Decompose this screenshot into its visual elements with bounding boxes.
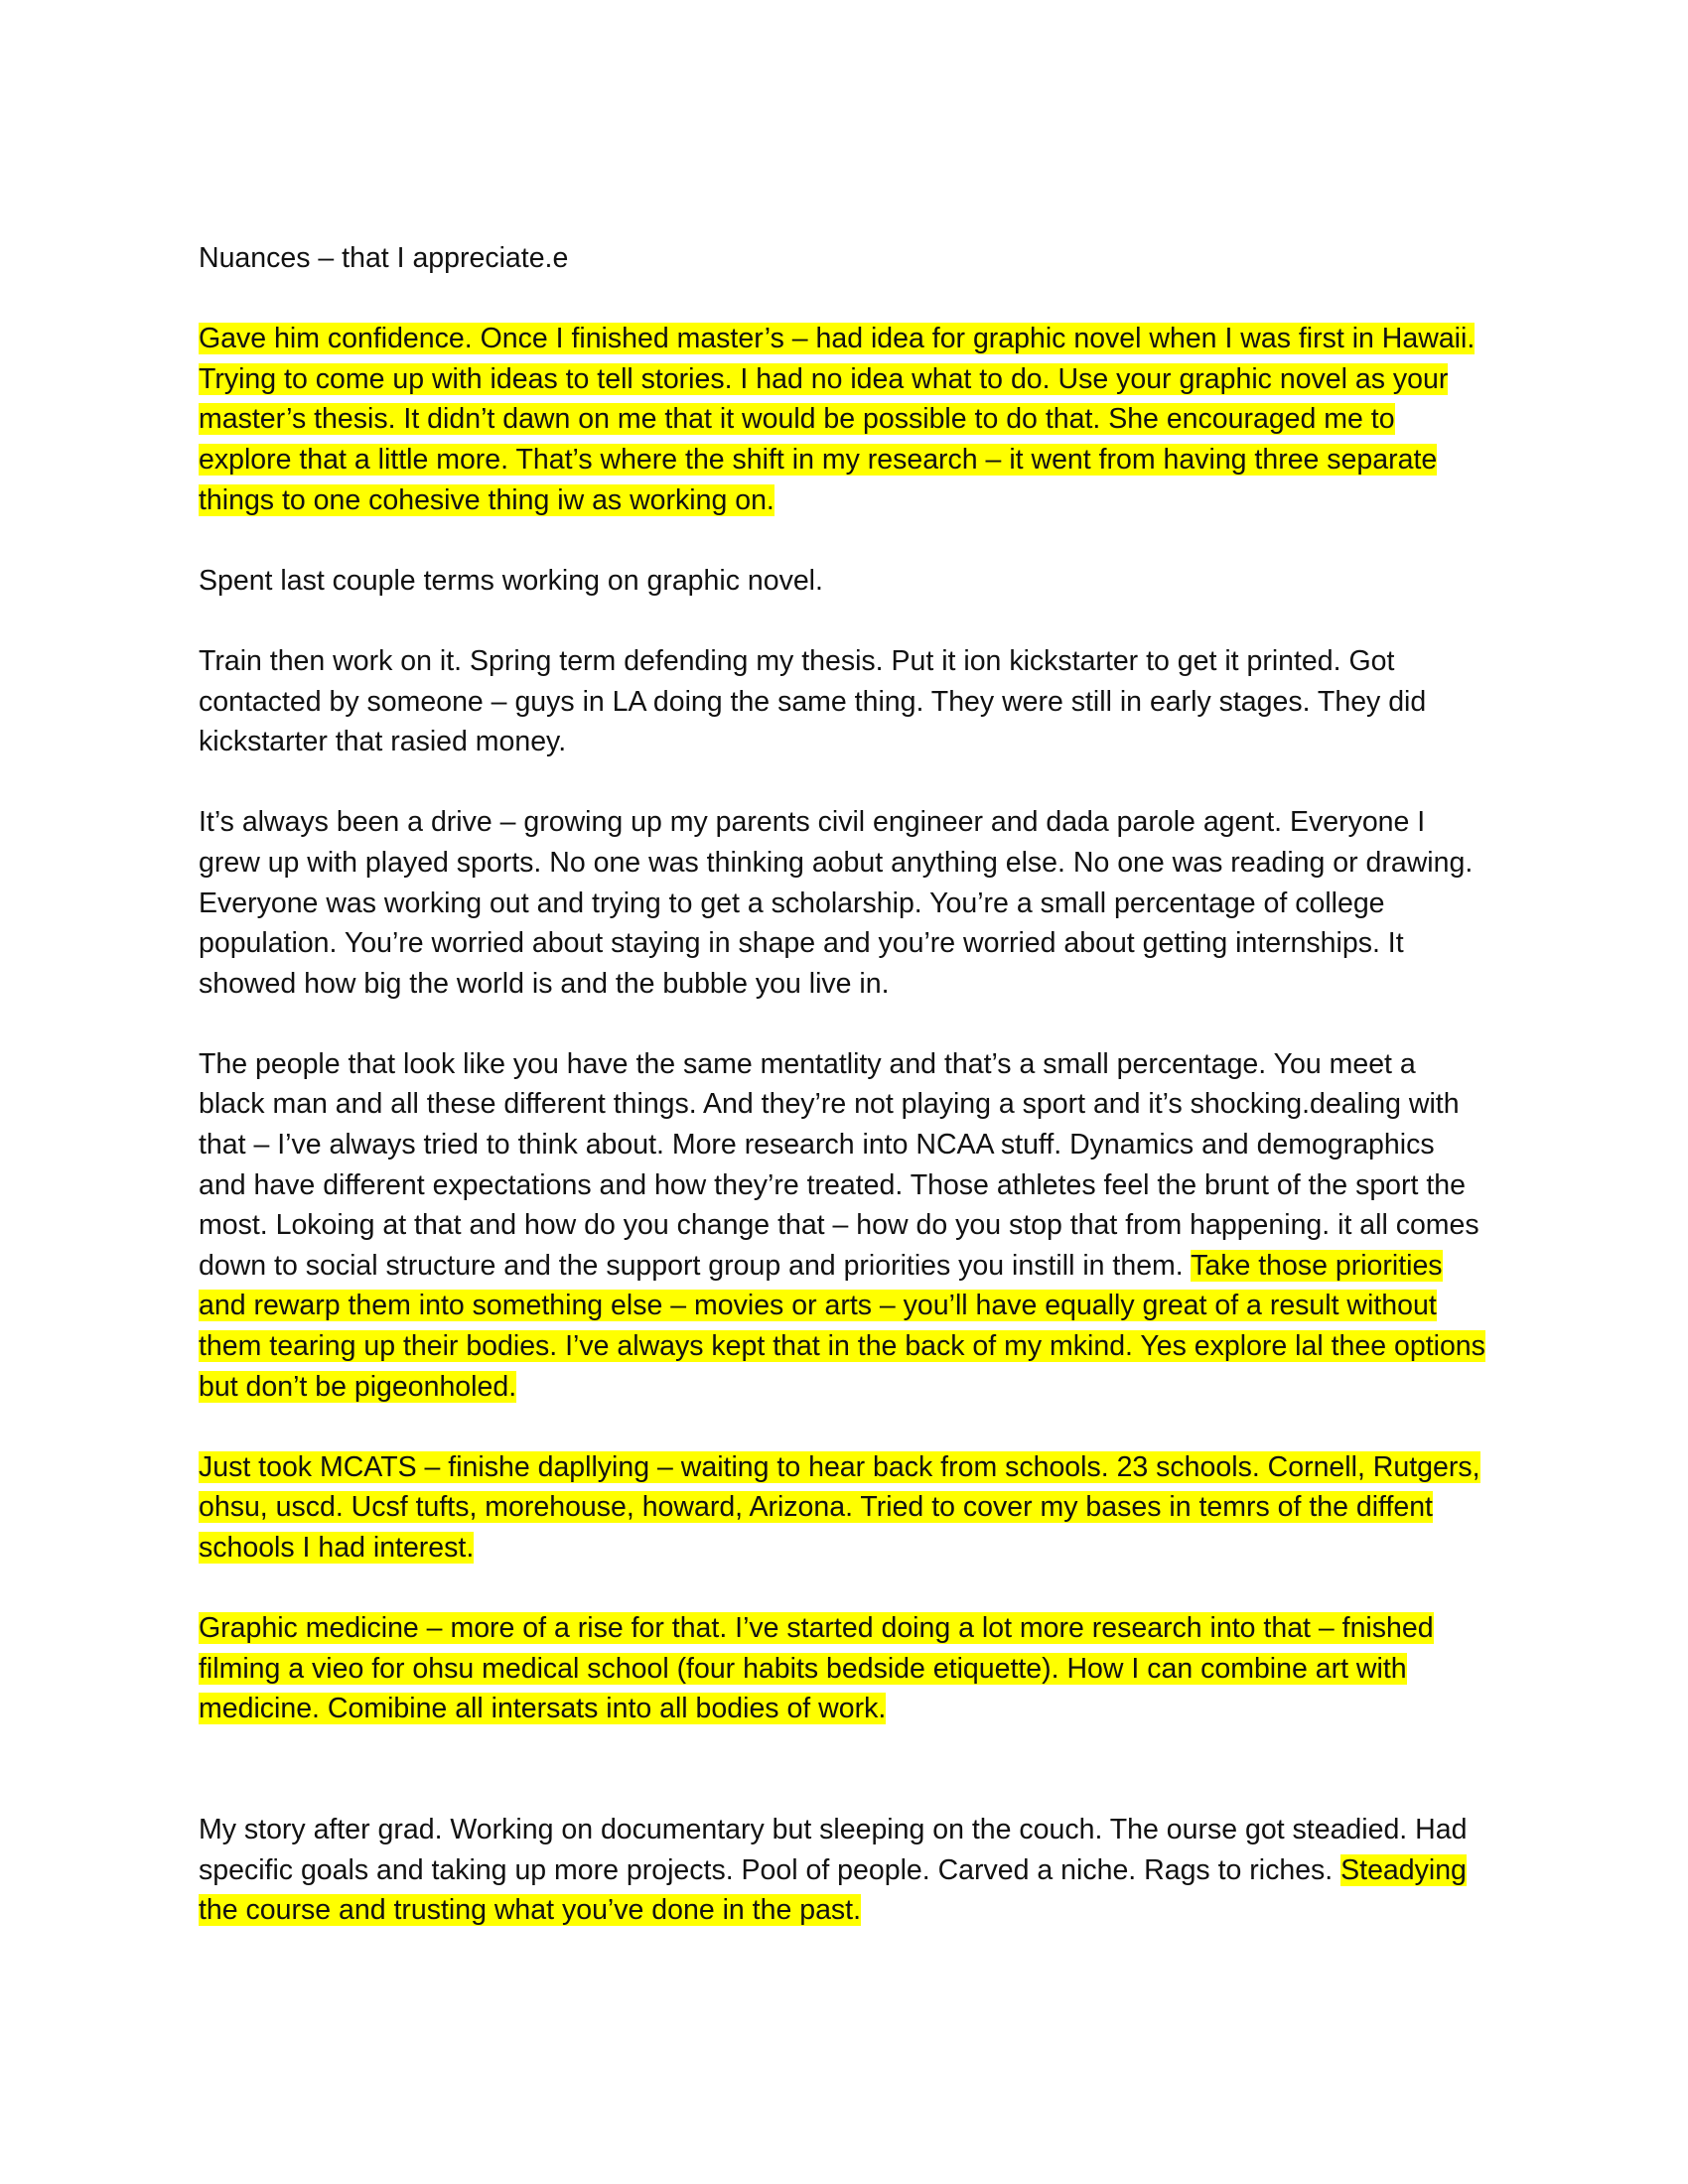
highlighted-text: Steadying the course and trusting what you’ve done in the past. — [199, 1853, 1467, 1927]
highlighted-text: Take those priorities and rewarp them into something else – movies or arts – you’ll have equally great of a result without them tearing up their bodies. I’ve always kept that in the back of my mkind. Yes explore lal thee options but don’t be pigeonholed. — [199, 1249, 1485, 1403]
document-body — [199, 238, 1489, 1971]
paragraph-mcats — [199, 1447, 1489, 1569]
paragraph-text: Train then work on it. Spring term defending my thesis. Put it ion kickstarter to get it printed. Got contacted by someone – guys in LA doing the same thing. They were still in early stages. They did kickstarter that rasied money. — [199, 644, 1427, 758]
highlighted-text: Just took MCATS – finishe dapllying – waiting to hear back from schools. 23 schools. Cornell, Rutgers, ohsu, uscd. Ucsf tufts, morehouse, howard, Arizona. Tried to cover my bases in temrs of the diffent schools I had interest. — [199, 1450, 1480, 1564]
paragraph-mentality — [199, 1044, 1489, 1407]
paragraph-text: It’s always been a drive – growing up my parents civil engineer and dada parole agent. Everyone I grew up with played sports. No one was thinking aobut anything else. No one was reading or drawing. Everyone was working out and trying to get a scholarship. You’re a small percentage of college population. You’re worried about staying in shape and you’re worried about getting internships. It showed how big the world is and the bubble you live in. — [199, 806, 1474, 1000]
highlighted-text: Graphic medicine – more of a rise for that. I’ve started doing a lot more research into that – fnished filming a vieo for ohsu medical school (four habits bedside etiquette). How I can combine art with medicine. Comibine all intersats into all bodies of work. — [199, 1612, 1434, 1725]
paragraph-text: My story after grad. Working on documentary but sleeping on the couch. The ourse got steadied. Had specific goals and taking up more projects. Pool of people. Carved a niche. Rags to riches. — [199, 1813, 1468, 1886]
paragraph-kickstarter — [199, 641, 1489, 762]
paragraph-after-grad — [199, 1810, 1489, 1931]
paragraph-text: The people that look like you have the same mentatlity and that’s a small percentage. You meet a black man and all these different things. And they’re not playing a sport and it’s shocking.dealing with that – I’ve always tried to think about. More research into NCAA stuff. Dynamics and demographics and have different expectations and how they’re treated. Those athletes feel the brunt of the sport the most. Lokoing at that and how do you change that – how do you stop that from happening. it all comes down to social structure and the support group and priorities you instill in them. — [199, 1047, 1479, 1282]
paragraph-text: Spent last couple terms working on graphic novel. — [199, 564, 823, 597]
heading-text: Nuances – that I appreciate.e — [199, 242, 569, 274]
heading-line — [199, 238, 1489, 279]
highlighted-text: Gave him confidence. Once I finished master’s – had idea for graphic novel when I was first in Hawaii. Trying to come up with ideas to tell stories. I had no idea what to do. Use your graphic novel as your master’s thesis. It didn’t dawn on me that it would be possible to do that. She encouraged me to explore that a little more. That’s where the shift in my research – it went from having three separate things to one cohesive thing iw as working on. — [199, 323, 1476, 516]
paragraph-confidence — [199, 319, 1489, 520]
paragraph-graphic-medicine — [199, 1608, 1489, 1729]
paragraph-drive — [199, 802, 1489, 1004]
paragraph-graphic-novel — [199, 561, 1489, 602]
